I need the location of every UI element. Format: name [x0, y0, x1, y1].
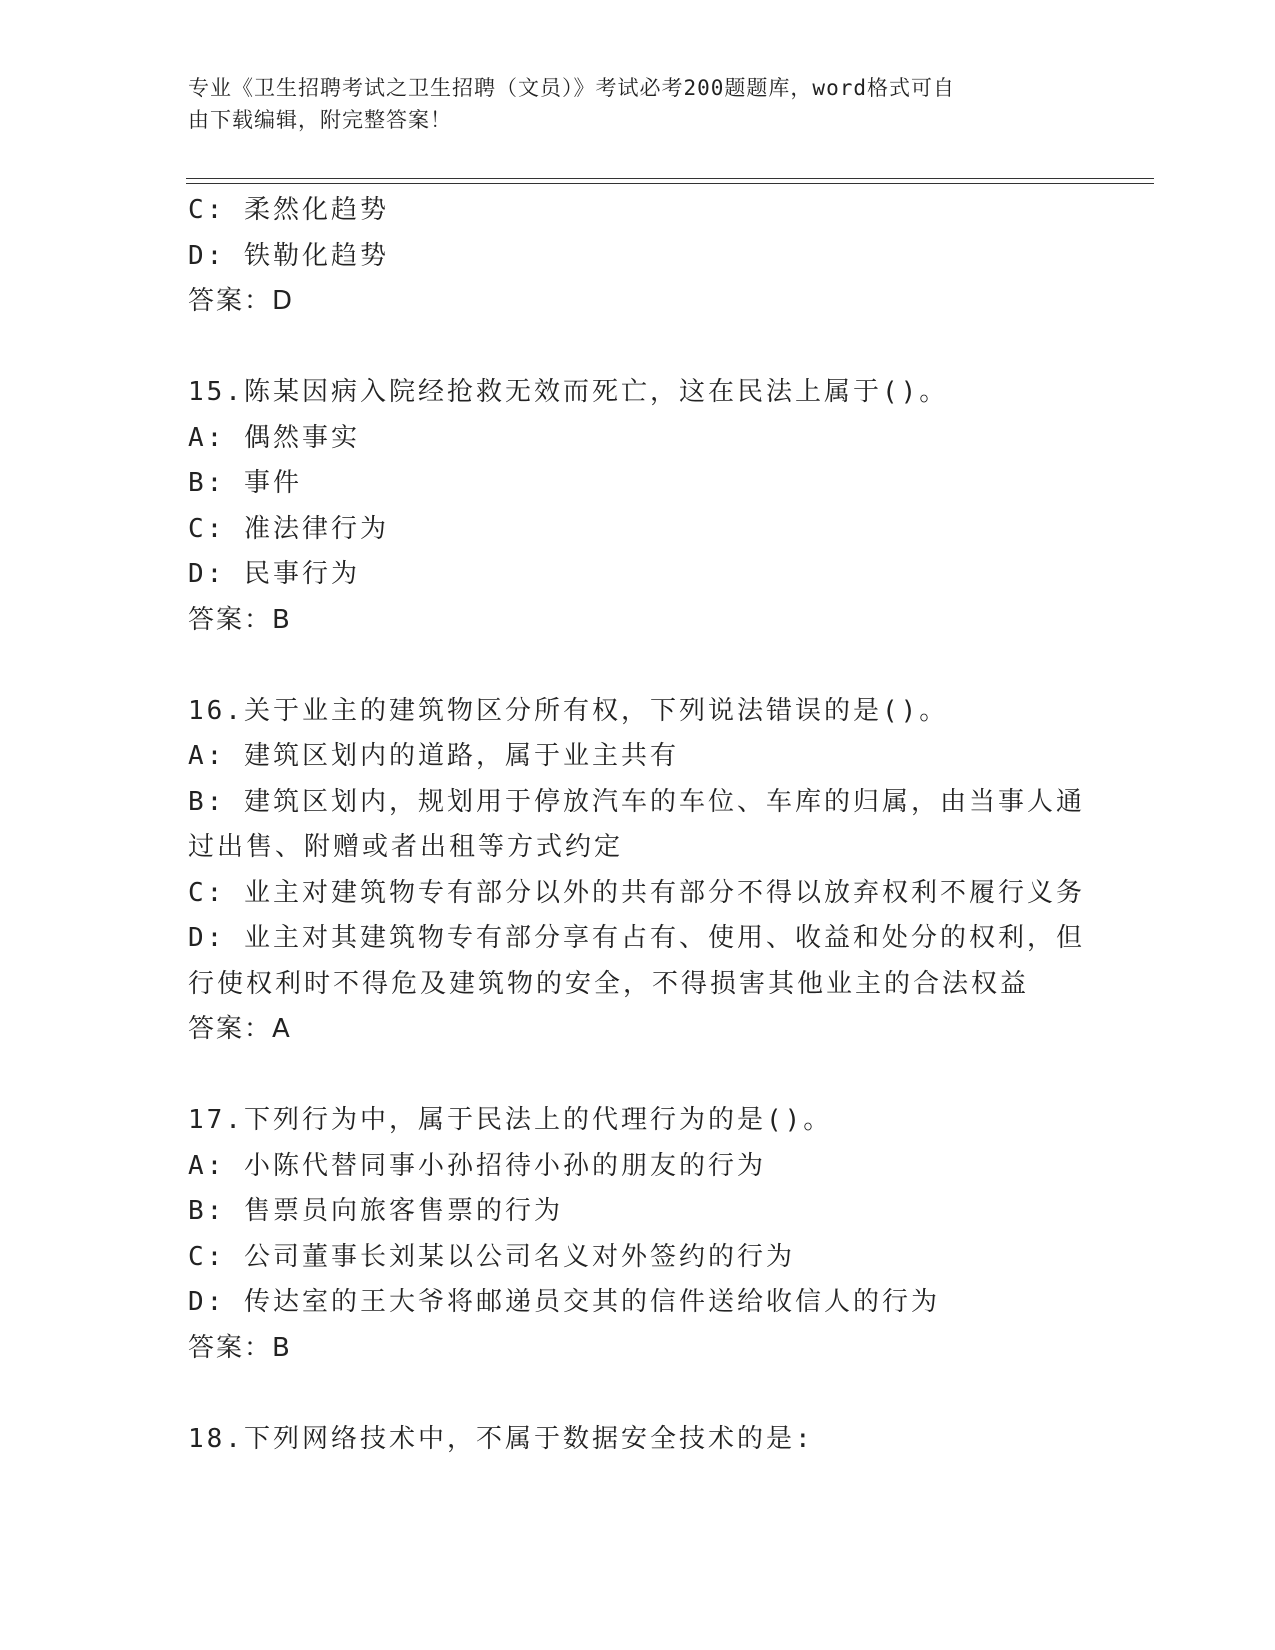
question-stem: 18.下列网络技术中，不属于数据安全技术的是:	[188, 1423, 814, 1454]
question-stem: 15.陈某因病入院经抢救无效而死亡，这在民法上属于()。	[188, 377, 949, 407]
option-d: D: 民事行为	[188, 559, 360, 589]
question-18	[188, 1417, 1088, 1463]
option-d: D: 铁勒化趋势	[188, 240, 389, 271]
answer: 答案：B	[188, 604, 292, 635]
option-d-line-2: 行使权利时不得危及建筑物的安全，不得损害其他业主的合法权益	[188, 968, 1030, 999]
answer: 答案：D	[188, 286, 295, 316]
option-b-line-1: B: 建筑区划内，规划用于停放汽车的车位、车库的归属，由当事人通	[188, 786, 1085, 817]
option-b: B: 售票员向旅客售票的行为	[188, 1196, 563, 1226]
option-b: B: 事件	[188, 468, 302, 498]
option-a: A: 建筑区划内的道路，属于业主共有	[188, 741, 679, 771]
header-line-1: 专业《卫生招聘考试之卫生招聘（文员）》考试必考200题题库，word格式可自	[188, 76, 955, 100]
answer: 答案：B	[188, 1332, 292, 1363]
answer: 答案：A	[188, 1014, 292, 1044]
option-c: C: 业主对建筑物专有部分以外的共有部分不得以放弃权利不履行义务	[188, 877, 1085, 908]
header-line-2: 由下载编辑，附完整答案！	[188, 108, 452, 132]
question-15	[188, 370, 1088, 643]
question-14	[188, 188, 1088, 325]
option-b-line-2: 过出售、附赠或者出租等方式约定	[188, 832, 624, 862]
question-stem: 17.下列行为中，属于民法上的代理行为的是()。	[188, 1105, 833, 1135]
question-list	[188, 188, 1088, 1462]
option-d-line-1: D: 业主对其建筑物专有部分享有占有、使用、收益和处分的权利，但	[188, 923, 1085, 953]
option-a: A: 小陈代替同事小孙招待小孙的朋友的行为	[188, 1150, 766, 1181]
option-c: C: 公司董事长刘某以公司名义对外签约的行为	[188, 1241, 795, 1272]
option-a: A: 偶然事实	[188, 422, 360, 453]
option-c: C: 准法律行为	[188, 513, 389, 544]
question-stem: 16.关于业主的建筑物区分所有权，下列说法错误的是()。	[188, 695, 949, 726]
option-d: D: 传达室的王大爷将邮递员交其的信件送给收信人的行为	[188, 1287, 940, 1317]
header-rule-top	[186, 178, 1154, 179]
header-rule-bottom	[186, 183, 1154, 184]
option-c: C: 柔然化趋势	[188, 195, 389, 225]
question-17	[188, 1098, 1088, 1371]
question-16	[188, 689, 1088, 1053]
document-header	[188, 72, 1068, 136]
